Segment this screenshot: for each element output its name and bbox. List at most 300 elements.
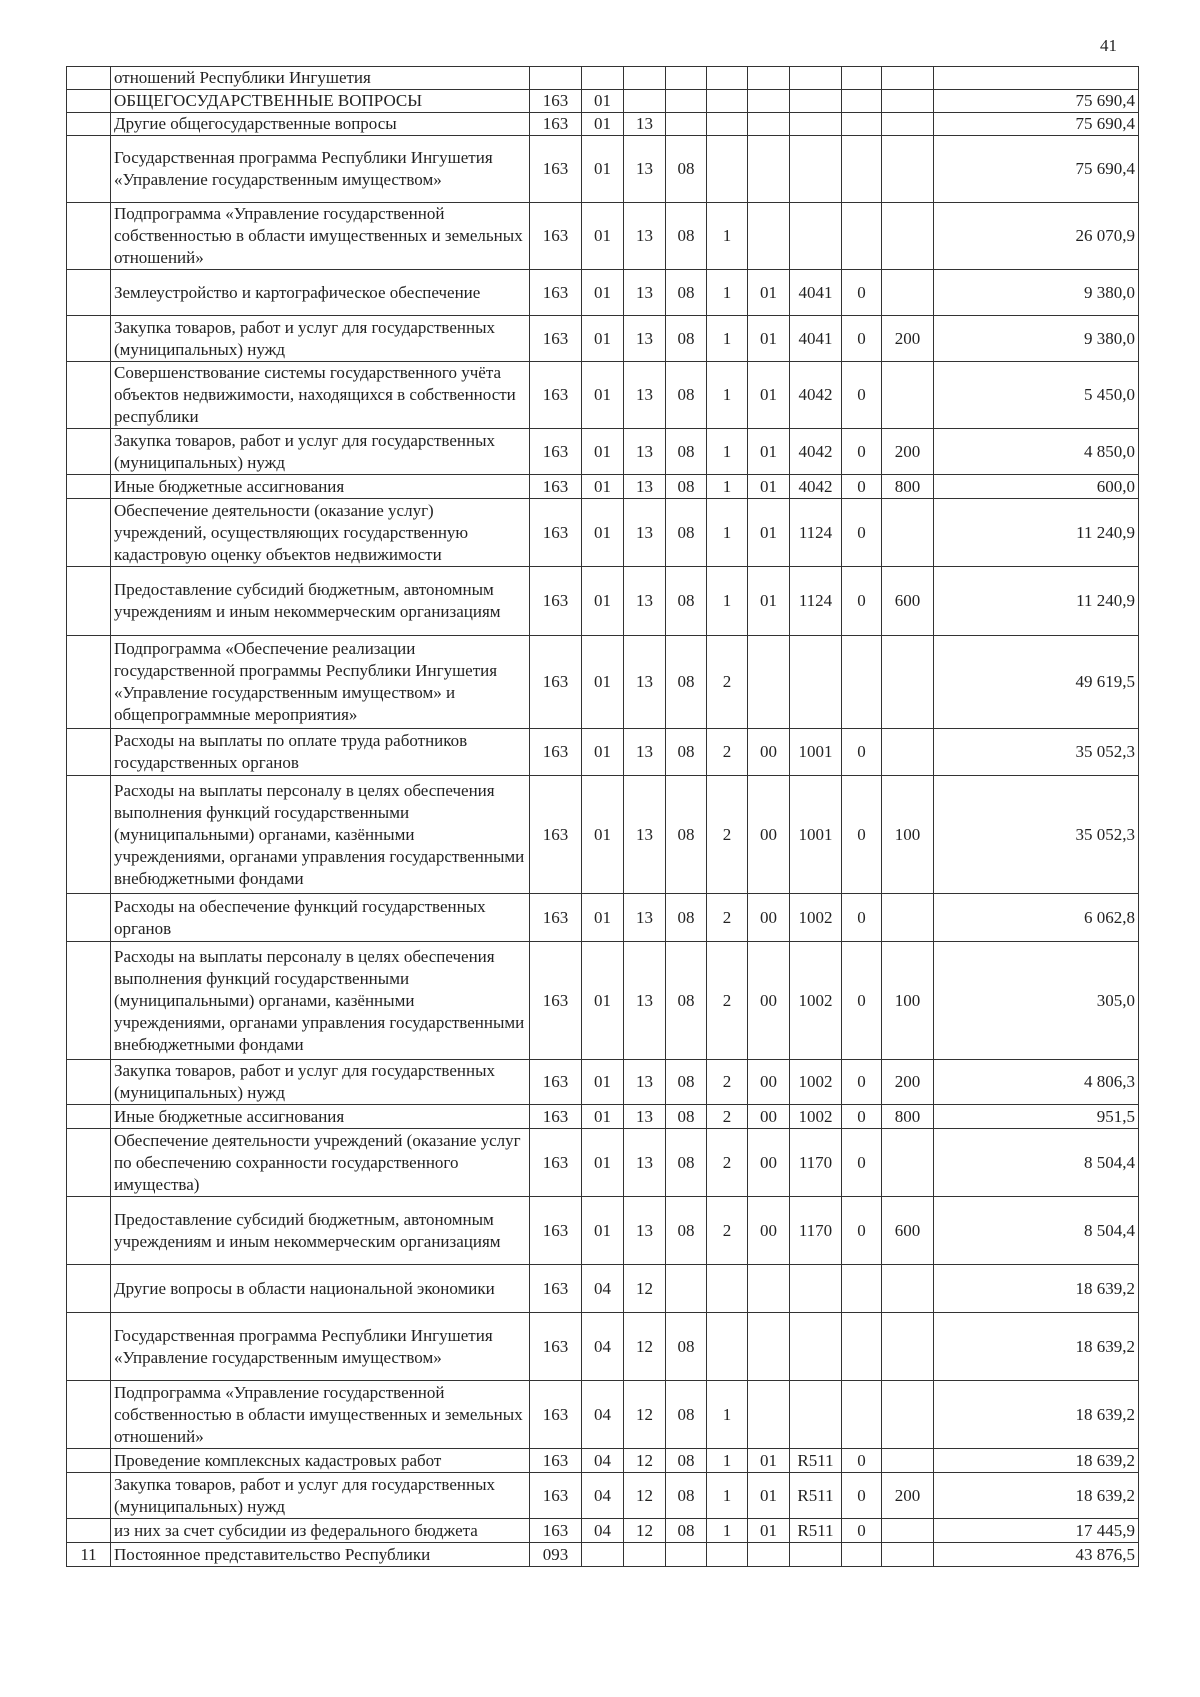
code-program: 08 <box>666 567 707 636</box>
code-vr: 800 <box>882 1105 934 1129</box>
row-number <box>67 1265 111 1313</box>
code-extra: 0 <box>842 1129 882 1197</box>
code-event: 01 <box>748 1473 790 1519</box>
row-number <box>67 362 111 429</box>
row-number <box>67 429 111 475</box>
code-event <box>748 1543 790 1567</box>
code-program: 08 <box>666 1313 707 1381</box>
code-vr <box>882 113 934 136</box>
code-pr: 13 <box>624 499 666 567</box>
row-number <box>67 1129 111 1197</box>
code-gr: 163 <box>530 270 582 316</box>
code-gr: 163 <box>530 475 582 499</box>
code-vr <box>882 362 934 429</box>
code-pr: 13 <box>624 729 666 776</box>
code-subprogram: 1 <box>707 316 748 362</box>
code-extra <box>842 90 882 113</box>
code-direction: 1001 <box>790 776 842 894</box>
code-extra <box>842 1313 882 1381</box>
code-gr: 163 <box>530 1060 582 1105</box>
code-program: 08 <box>666 316 707 362</box>
row-number <box>67 475 111 499</box>
code-pr: 13 <box>624 316 666 362</box>
code-direction: 1002 <box>790 894 842 942</box>
code-event: 01 <box>748 567 790 636</box>
code-program: 08 <box>666 1060 707 1105</box>
code-subprogram: 2 <box>707 1129 748 1197</box>
row-number <box>67 1105 111 1129</box>
code-rz: 01 <box>582 1197 624 1265</box>
row-sum: 18 639,2 <box>934 1449 1139 1473</box>
code-vr <box>882 499 934 567</box>
code-vr <box>882 270 934 316</box>
code-event: 01 <box>748 362 790 429</box>
code-vr <box>882 90 934 113</box>
code-pr: 13 <box>624 203 666 270</box>
code-program: 08 <box>666 636 707 729</box>
code-direction <box>790 1313 842 1381</box>
code-extra <box>842 136 882 203</box>
code-gr: 163 <box>530 1105 582 1129</box>
row-name: Закупка товаров, работ и услуг для государственных (муниципальных) нужд <box>111 316 530 362</box>
code-direction: 1001 <box>790 729 842 776</box>
code-event <box>748 1313 790 1381</box>
row-sum: 4 806,3 <box>934 1060 1139 1105</box>
code-subprogram <box>707 90 748 113</box>
code-gr: 163 <box>530 729 582 776</box>
code-subprogram: 1 <box>707 1381 748 1449</box>
code-pr: 13 <box>624 894 666 942</box>
code-program: 08 <box>666 1449 707 1473</box>
row-number <box>67 1519 111 1543</box>
code-direction: 1124 <box>790 567 842 636</box>
code-gr: 163 <box>530 1197 582 1265</box>
code-gr: 163 <box>530 942 582 1060</box>
row-sum: 43 876,5 <box>934 1543 1139 1567</box>
code-extra <box>842 1543 882 1567</box>
row-number <box>67 67 111 90</box>
code-direction: 1170 <box>790 1129 842 1197</box>
row-name: Обеспечение деятельности учреждений (оказание услуг по обеспечению сохранности государственного имущества) <box>111 1129 530 1197</box>
code-gr <box>530 67 582 90</box>
code-event: 00 <box>748 1197 790 1265</box>
row-number <box>67 499 111 567</box>
code-subprogram: 2 <box>707 729 748 776</box>
row-name: отношений Республики Ингушетия <box>111 67 530 90</box>
code-pr: 12 <box>624 1473 666 1519</box>
code-extra <box>842 636 882 729</box>
code-subprogram: 2 <box>707 1060 748 1105</box>
code-pr: 12 <box>624 1449 666 1473</box>
code-direction: R511 <box>790 1519 842 1543</box>
code-pr: 13 <box>624 270 666 316</box>
code-program: 08 <box>666 270 707 316</box>
row-number <box>67 567 111 636</box>
row-sum: 18 639,2 <box>934 1313 1139 1381</box>
table-row <box>67 1449 1139 1473</box>
code-vr <box>882 136 934 203</box>
code-rz <box>582 67 624 90</box>
code-rz: 01 <box>582 429 624 475</box>
row-sum: 18 639,2 <box>934 1473 1139 1519</box>
table-row <box>67 636 1139 729</box>
table-row <box>67 499 1139 567</box>
code-vr: 100 <box>882 942 934 1060</box>
code-pr: 12 <box>624 1265 666 1313</box>
code-pr: 13 <box>624 1105 666 1129</box>
code-pr: 12 <box>624 1313 666 1381</box>
table-row <box>67 1381 1139 1449</box>
code-rz: 01 <box>582 362 624 429</box>
code-rz: 01 <box>582 270 624 316</box>
code-vr <box>882 729 934 776</box>
row-sum: 18 639,2 <box>934 1265 1139 1313</box>
row-sum: 75 690,4 <box>934 113 1139 136</box>
code-rz: 01 <box>582 90 624 113</box>
code-event <box>748 90 790 113</box>
code-rz: 04 <box>582 1473 624 1519</box>
row-sum: 75 690,4 <box>934 90 1139 113</box>
row-name: Закупка товаров, работ и услуг для государственных (муниципальных) нужд <box>111 1060 530 1105</box>
code-vr: 200 <box>882 1060 934 1105</box>
code-subprogram: 1 <box>707 475 748 499</box>
code-pr <box>624 67 666 90</box>
code-subprogram <box>707 67 748 90</box>
code-rz: 04 <box>582 1381 624 1449</box>
code-pr: 13 <box>624 475 666 499</box>
code-gr: 163 <box>530 499 582 567</box>
code-pr: 13 <box>624 1060 666 1105</box>
code-vr: 200 <box>882 316 934 362</box>
code-vr: 200 <box>882 1473 934 1519</box>
code-vr <box>882 1129 934 1197</box>
code-vr <box>882 1313 934 1381</box>
code-vr: 600 <box>882 1197 934 1265</box>
code-vr <box>882 1449 934 1473</box>
row-name: Проведение комплексных кадастровых работ <box>111 1449 530 1473</box>
row-name: Предоставление субсидий бюджетным, автономным учреждениям и иным некоммерческим организациям <box>111 1197 530 1265</box>
code-direction: 1002 <box>790 1060 842 1105</box>
code-vr <box>882 1265 934 1313</box>
code-gr: 163 <box>530 113 582 136</box>
code-subprogram <box>707 1543 748 1567</box>
row-sum: 600,0 <box>934 475 1139 499</box>
code-subprogram: 1 <box>707 362 748 429</box>
row-name: Другие вопросы в области национальной экономики <box>111 1265 530 1313</box>
row-number <box>67 1313 111 1381</box>
code-subprogram: 1 <box>707 567 748 636</box>
code-program: 08 <box>666 362 707 429</box>
code-subprogram <box>707 113 748 136</box>
table-row <box>67 567 1139 636</box>
code-event: 00 <box>748 729 790 776</box>
row-sum: 4 850,0 <box>934 429 1139 475</box>
code-gr: 163 <box>530 316 582 362</box>
row-sum: 8 504,4 <box>934 1197 1139 1265</box>
row-name: Иные бюджетные ассигнования <box>111 1105 530 1129</box>
row-name: ОБЩЕГОСУДАРСТВЕННЫЕ ВОПРОСЫ <box>111 90 530 113</box>
code-program <box>666 1265 707 1313</box>
table-row <box>67 113 1139 136</box>
table-row <box>67 316 1139 362</box>
code-rz: 01 <box>582 316 624 362</box>
code-event: 00 <box>748 894 790 942</box>
code-extra: 0 <box>842 316 882 362</box>
code-pr: 12 <box>624 1519 666 1543</box>
code-gr: 163 <box>530 429 582 475</box>
code-pr <box>624 90 666 113</box>
table-row <box>67 942 1139 1060</box>
code-event: 01 <box>748 499 790 567</box>
code-event: 01 <box>748 429 790 475</box>
row-number <box>67 729 111 776</box>
row-name: Расходы на выплаты по оплате труда работников государственных органов <box>111 729 530 776</box>
table-row <box>67 362 1139 429</box>
code-event <box>748 67 790 90</box>
code-subprogram: 1 <box>707 429 748 475</box>
code-vr <box>882 1543 934 1567</box>
code-extra <box>842 1381 882 1449</box>
code-event <box>748 1265 790 1313</box>
code-extra: 0 <box>842 475 882 499</box>
row-name: Государственная программа Республики Ингушетия «Управление государственным имуществом» <box>111 136 530 203</box>
code-gr: 163 <box>530 1381 582 1449</box>
code-subprogram <box>707 1313 748 1381</box>
code-program: 08 <box>666 499 707 567</box>
code-gr: 163 <box>530 203 582 270</box>
table-row <box>67 729 1139 776</box>
code-extra: 0 <box>842 1473 882 1519</box>
code-pr: 13 <box>624 113 666 136</box>
code-vr <box>882 1519 934 1543</box>
code-event <box>748 203 790 270</box>
table-row <box>67 1105 1139 1129</box>
row-number <box>67 113 111 136</box>
code-subprogram: 1 <box>707 1449 748 1473</box>
code-program: 08 <box>666 475 707 499</box>
code-program: 08 <box>666 942 707 1060</box>
code-direction <box>790 1543 842 1567</box>
code-gr: 163 <box>530 1265 582 1313</box>
row-name: Постоянное представительство Республики <box>111 1543 530 1567</box>
code-pr: 13 <box>624 1197 666 1265</box>
row-name: Обеспечение деятельности (оказание услуг) учреждений, осуществляющих государственную кадастровую оценку объектов недвижимости <box>111 499 530 567</box>
table-row <box>67 776 1139 894</box>
code-rz: 01 <box>582 636 624 729</box>
table-row <box>67 1519 1139 1543</box>
code-extra <box>842 113 882 136</box>
code-program <box>666 90 707 113</box>
row-name: Подпрограмма «Управление государственной собственностью в области имущественных и земельных отношений» <box>111 1381 530 1449</box>
code-event: 00 <box>748 1105 790 1129</box>
code-rz: 01 <box>582 894 624 942</box>
row-name: Землеустройство и картографическое обеспечение <box>111 270 530 316</box>
code-rz: 01 <box>582 1105 624 1129</box>
code-rz: 01 <box>582 136 624 203</box>
code-subprogram: 1 <box>707 1473 748 1519</box>
row-number <box>67 203 111 270</box>
row-sum <box>934 67 1139 90</box>
code-gr: 163 <box>530 567 582 636</box>
code-extra: 0 <box>842 1197 882 1265</box>
table-row <box>67 67 1139 90</box>
row-sum: 49 619,5 <box>934 636 1139 729</box>
code-rz: 01 <box>582 567 624 636</box>
page-number: 41 <box>1100 36 1117 55</box>
code-extra <box>842 203 882 270</box>
code-gr: 163 <box>530 1129 582 1197</box>
code-event: 00 <box>748 1129 790 1197</box>
code-direction: R511 <box>790 1473 842 1519</box>
row-number <box>67 316 111 362</box>
code-extra: 0 <box>842 567 882 636</box>
code-rz: 01 <box>582 203 624 270</box>
code-vr <box>882 636 934 729</box>
code-vr <box>882 67 934 90</box>
code-direction <box>790 136 842 203</box>
row-number <box>67 1381 111 1449</box>
code-rz: 01 <box>582 729 624 776</box>
code-direction <box>790 1381 842 1449</box>
row-sum: 6 062,8 <box>934 894 1139 942</box>
row-name: Подпрограмма «Управление государственной собственностью в области имущественных и земельных отношений» <box>111 203 530 270</box>
code-program: 08 <box>666 1197 707 1265</box>
code-program: 08 <box>666 1519 707 1543</box>
code-rz <box>582 1543 624 1567</box>
code-gr: 163 <box>530 1519 582 1543</box>
code-program: 08 <box>666 203 707 270</box>
table-row <box>67 90 1139 113</box>
row-name: Расходы на выплаты персоналу в целях обеспечения выполнения функций государственными (муниципальными) органами, казёнными учреждениями, органами управления государственными внебюджетными фондами <box>111 776 530 894</box>
code-direction <box>790 203 842 270</box>
code-extra <box>842 67 882 90</box>
code-program <box>666 1543 707 1567</box>
code-extra: 0 <box>842 1519 882 1543</box>
code-gr: 093 <box>530 1543 582 1567</box>
code-vr: 600 <box>882 567 934 636</box>
code-gr: 163 <box>530 894 582 942</box>
code-direction <box>790 1265 842 1313</box>
row-name: Совершенствование системы государственного учёта объектов недвижимости, находящихся в собственности республики <box>111 362 530 429</box>
code-direction: 1124 <box>790 499 842 567</box>
code-direction: 4042 <box>790 475 842 499</box>
row-number <box>67 270 111 316</box>
code-extra: 0 <box>842 429 882 475</box>
code-rz: 01 <box>582 1129 624 1197</box>
code-extra: 0 <box>842 729 882 776</box>
code-subprogram: 2 <box>707 776 748 894</box>
code-rz: 04 <box>582 1265 624 1313</box>
code-program <box>666 113 707 136</box>
code-program: 08 <box>666 429 707 475</box>
row-number <box>67 636 111 729</box>
code-program: 08 <box>666 136 707 203</box>
table-row <box>67 1129 1139 1197</box>
code-subprogram: 2 <box>707 1105 748 1129</box>
row-name: Расходы на обеспечение функций государственных органов <box>111 894 530 942</box>
code-subprogram: 1 <box>707 203 748 270</box>
code-direction <box>790 113 842 136</box>
row-name: Государственная программа Республики Ингушетия «Управление государственным имуществом» <box>111 1313 530 1381</box>
table-row <box>67 1265 1139 1313</box>
budget-table <box>66 66 1139 1567</box>
row-sum: 11 240,9 <box>934 499 1139 567</box>
code-subprogram: 2 <box>707 942 748 1060</box>
row-sum: 9 380,0 <box>934 316 1139 362</box>
code-program: 08 <box>666 729 707 776</box>
row-sum: 9 380,0 <box>934 270 1139 316</box>
code-direction <box>790 90 842 113</box>
table-row <box>67 429 1139 475</box>
code-rz: 01 <box>582 942 624 1060</box>
row-name: Расходы на выплаты персоналу в целях обеспечения выполнения функций государственными (муниципальными) органами, казёнными учреждениями, органами управления государственными внебюджетными фондами <box>111 942 530 1060</box>
row-sum: 18 639,2 <box>934 1381 1139 1449</box>
code-event <box>748 113 790 136</box>
code-gr: 163 <box>530 1473 582 1519</box>
code-pr: 12 <box>624 1381 666 1449</box>
code-direction: 1002 <box>790 942 842 1060</box>
code-gr: 163 <box>530 1313 582 1381</box>
table-row <box>67 1473 1139 1519</box>
code-program: 08 <box>666 776 707 894</box>
row-name: Другие общегосударственные вопросы <box>111 113 530 136</box>
code-program: 08 <box>666 1381 707 1449</box>
code-extra: 0 <box>842 1060 882 1105</box>
row-sum: 75 690,4 <box>934 136 1139 203</box>
code-event <box>748 1381 790 1449</box>
code-extra: 0 <box>842 942 882 1060</box>
code-event: 00 <box>748 776 790 894</box>
code-subprogram <box>707 136 748 203</box>
code-program: 08 <box>666 1129 707 1197</box>
code-program: 08 <box>666 1105 707 1129</box>
code-rz: 01 <box>582 475 624 499</box>
row-name: Подпрограмма «Обеспечение реализации государственной программы Республики Ингушетия «Управление государственным имуществом» и общепрограммные мероприятия» <box>111 636 530 729</box>
row-sum: 11 240,9 <box>934 567 1139 636</box>
code-direction: 1002 <box>790 1105 842 1129</box>
code-subprogram: 2 <box>707 1197 748 1265</box>
code-program <box>666 67 707 90</box>
code-vr: 800 <box>882 475 934 499</box>
code-extra <box>842 1265 882 1313</box>
code-rz: 01 <box>582 113 624 136</box>
code-extra: 0 <box>842 499 882 567</box>
code-direction <box>790 67 842 90</box>
code-rz: 01 <box>582 776 624 894</box>
table-row <box>67 894 1139 942</box>
row-name: из них за счет субсидии из федерального бюджета <box>111 1519 530 1543</box>
row-name: Закупка товаров, работ и услуг для государственных (муниципальных) нужд <box>111 429 530 475</box>
code-vr <box>882 203 934 270</box>
code-pr: 13 <box>624 942 666 1060</box>
row-number <box>67 1449 111 1473</box>
code-gr: 163 <box>530 1449 582 1473</box>
code-pr: 13 <box>624 636 666 729</box>
code-vr: 100 <box>882 776 934 894</box>
code-vr <box>882 894 934 942</box>
code-vr <box>882 1381 934 1449</box>
code-subprogram: 1 <box>707 499 748 567</box>
code-extra: 0 <box>842 1449 882 1473</box>
row-sum: 951,5 <box>934 1105 1139 1129</box>
code-subprogram: 1 <box>707 270 748 316</box>
code-event: 01 <box>748 475 790 499</box>
row-sum: 305,0 <box>934 942 1139 1060</box>
code-subprogram: 2 <box>707 636 748 729</box>
code-pr: 13 <box>624 362 666 429</box>
code-extra: 0 <box>842 1105 882 1129</box>
code-event: 00 <box>748 1060 790 1105</box>
